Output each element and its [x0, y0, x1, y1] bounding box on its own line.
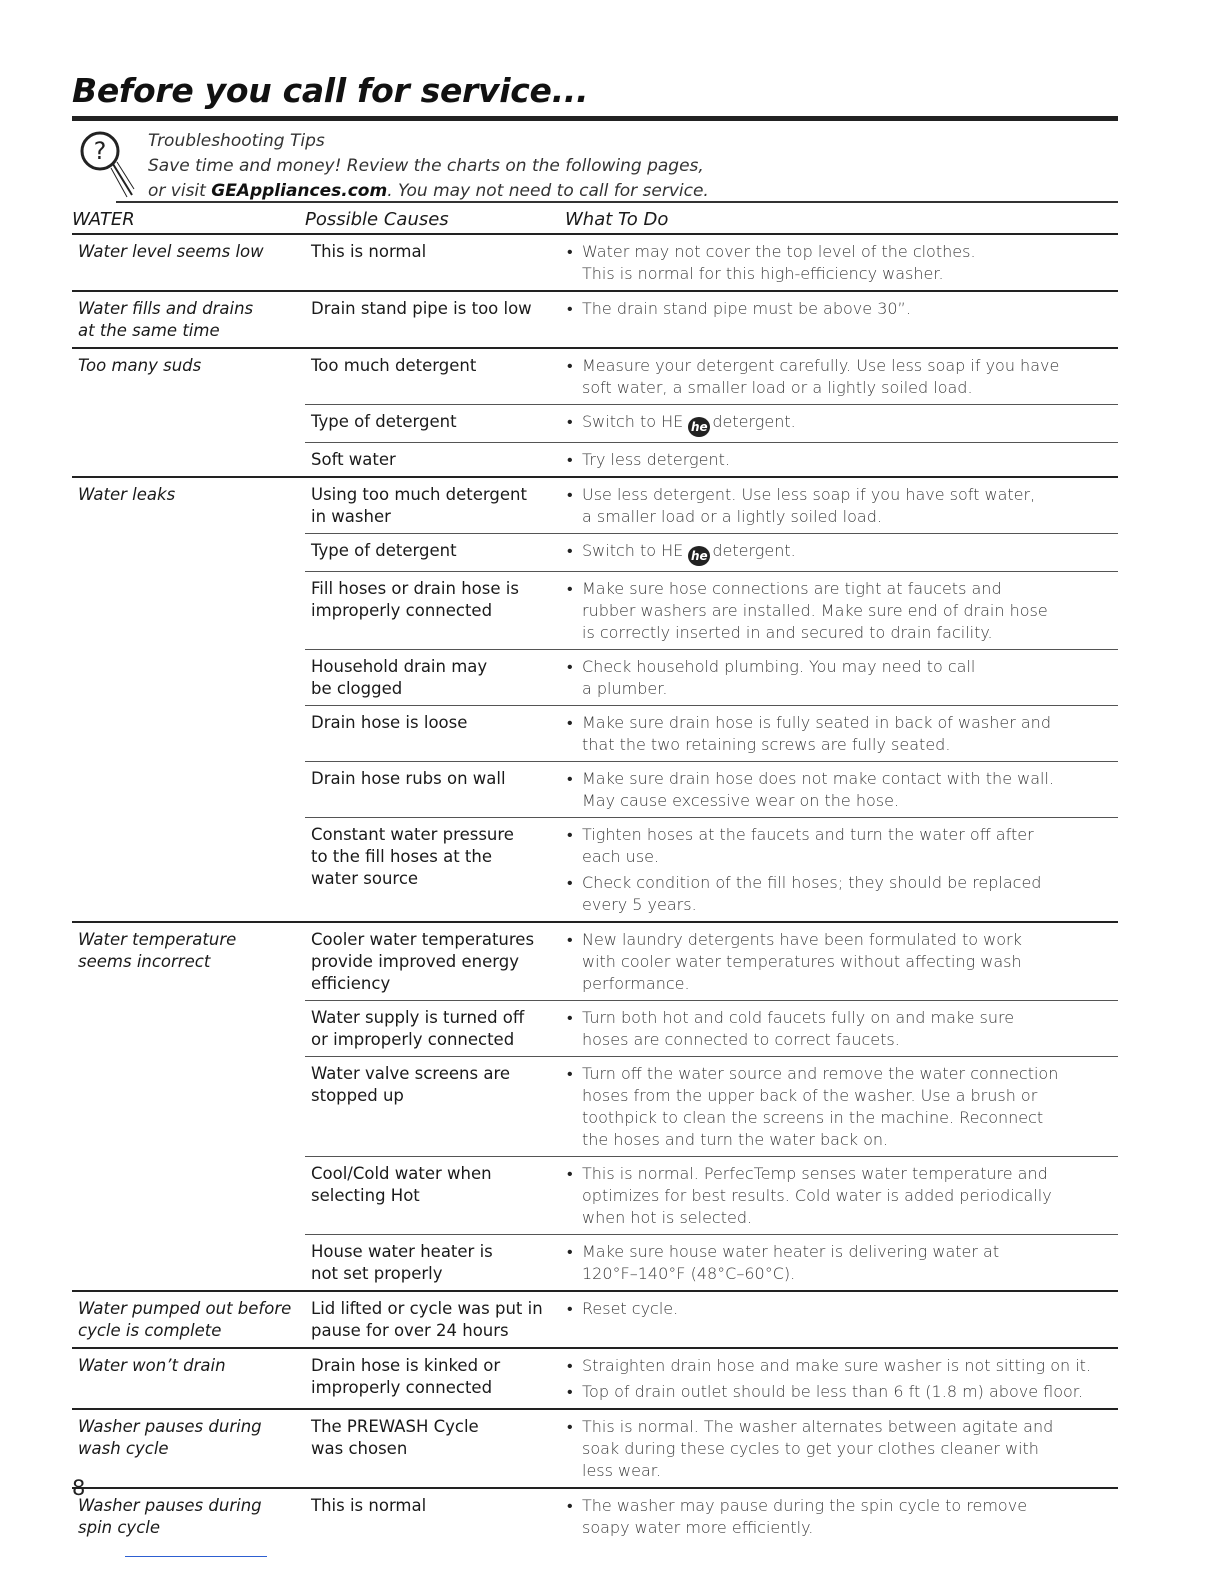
table-row [72, 291, 1118, 348]
tips-line-2-pre: or visit [148, 181, 212, 201]
table-row [72, 650, 1118, 706]
todo-list [565, 411, 1118, 437]
cause-cell: Cool/Cold water when selecting Hot [305, 1157, 565, 1235]
todo-item: • Check household plumbing. You may need to call a plumber. [565, 656, 1118, 700]
troubleshooting-table [72, 205, 1118, 1544]
todo-item: • Reset cycle. [565, 1298, 1118, 1320]
todo-list [565, 824, 1118, 916]
problem-cell: Water pumped out before cycle is complete [72, 1291, 305, 1348]
todo-text: detergent. [712, 412, 796, 431]
he-logo-icon: he [688, 546, 710, 566]
tips-rule [116, 201, 1118, 203]
todo-item: • Make sure drain hose is fully seated in back of washer and that the two retaining screws are fully seated. [565, 712, 1118, 756]
todo-item: • Make sure hose connections are tight at faucets and rubber washers are installed. Make sure end of drain hose is correctly inserted in and secured to drain facility. [565, 578, 1118, 644]
todo-cell [565, 348, 1118, 405]
table-row [72, 1291, 1118, 1348]
todo-item: • Straighten drain hose and make sure washer is not sitting on it. [565, 1355, 1118, 1377]
todo-cell [565, 922, 1118, 1001]
todo-list [565, 656, 1118, 700]
cause-cell: Lid lifted or cycle was put in pause for over 24 hours [305, 1291, 565, 1348]
todo-item [565, 411, 1118, 437]
page-title: Before you call for service... [72, 71, 589, 110]
cause-cell: This is normal [305, 1488, 565, 1544]
problem-cell: Water fills and drains at the same time [72, 291, 305, 348]
cause-cell: Soft water [305, 443, 565, 478]
header-problem: WATER [72, 205, 305, 234]
cause-cell: Constant water pressure to the fill hoses at the water source [305, 818, 565, 923]
todo-list [565, 929, 1118, 995]
table-row [72, 1057, 1118, 1157]
table-row [72, 477, 1118, 534]
problem-cell: Water won’t drain [72, 1348, 305, 1409]
tips-heading: Troubleshooting Tips [148, 131, 325, 151]
todo-cell [565, 534, 1118, 572]
table-row [72, 1488, 1118, 1544]
table-row [72, 234, 1118, 291]
todo-list [565, 298, 1118, 320]
cause-cell: House water heater is not set properly [305, 1235, 565, 1292]
cause-cell: Water supply is turned off or improperly connected [305, 1001, 565, 1057]
page [72, 70, 1118, 1544]
header-causes: Possible Causes [305, 205, 565, 234]
table-row [72, 443, 1118, 478]
problem-cell [72, 1157, 305, 1235]
todo-item: • Tighten hoses at the faucets and turn the water off after each use. [565, 824, 1118, 868]
table-row [72, 818, 1118, 923]
todo-cell [565, 477, 1118, 534]
problem-cell [72, 405, 305, 443]
todo-list [565, 1163, 1118, 1229]
cause-cell: Water valve screens are stopped up [305, 1057, 565, 1157]
todo-cell [565, 1001, 1118, 1057]
todo-list [565, 1063, 1118, 1151]
problem-cell [72, 1057, 305, 1157]
todo-list [565, 1416, 1118, 1482]
problem-cell [72, 534, 305, 572]
problem-cell [72, 443, 305, 478]
todo-item: • This is normal. The washer alternates between agitate and soak during these cycles to get your clothes cleaner with less wear. [565, 1416, 1118, 1482]
problem-cell: Water level seems low [72, 234, 305, 291]
todo-cell [565, 1157, 1118, 1235]
todo-item: • Make sure house water heater is delivering water at 120°F–140°F (48°C–60°C). [565, 1241, 1118, 1285]
tips-line-1: Save time and money! Review the charts on the following pages, [148, 156, 704, 176]
header-todo: What To Do [565, 205, 1118, 234]
todo-cell [565, 762, 1118, 818]
todo-cell [565, 818, 1118, 923]
todo-cell [565, 405, 1118, 443]
todo-cell [565, 443, 1118, 478]
geappliances-link[interactable]: GEAppliances.com [211, 181, 388, 201]
footer-link-rule [125, 1556, 267, 1557]
todo-list [565, 1241, 1118, 1285]
todo-list [565, 1298, 1118, 1320]
question-magnifier-icon [76, 127, 136, 199]
todo-item: • Measure your detergent carefully. Use less soap if you have soft water, a smaller load or a lightly soiled load. [565, 355, 1118, 399]
problem-cell [72, 1001, 305, 1057]
todo-cell [565, 572, 1118, 650]
todo-cell [565, 1488, 1118, 1544]
todo-list [565, 768, 1118, 812]
table-row [72, 762, 1118, 818]
table-row [72, 1235, 1118, 1292]
todo-cell [565, 1348, 1118, 1409]
todo-list [565, 241, 1118, 285]
todo-cell [565, 1291, 1118, 1348]
cause-cell: Fill hoses or drain hose is improperly connected [305, 572, 565, 650]
todo-cell [565, 234, 1118, 291]
todo-cell [565, 291, 1118, 348]
todo-item: • Check condition of the fill hoses; they should be replaced every 5 years. [565, 872, 1118, 916]
todo-item: • Turn both hot and cold faucets fully on and make sure hoses are connected to correct faucets. [565, 1007, 1118, 1051]
todo-list [565, 1007, 1118, 1051]
cause-cell: Drain hose is kinked or improperly connected [305, 1348, 565, 1409]
cause-cell: Drain hose is loose [305, 706, 565, 762]
cause-cell: Type of detergent [305, 534, 565, 572]
svg-text:?: ? [93, 137, 107, 165]
problem-cell [72, 762, 305, 818]
todo-item: • New laundry detergents have been formulated to work with cooler water temperatures without affecting wash performance. [565, 929, 1118, 995]
todo-list [565, 578, 1118, 644]
todo-cell [565, 706, 1118, 762]
problem-cell [72, 650, 305, 706]
todo-item: • Use less detergent. Use less soap if you have soft water, a smaller load or a lightly soiled load. [565, 484, 1118, 528]
he-logo-icon: he [688, 417, 710, 437]
todo-item [565, 540, 1118, 566]
problem-cell [72, 706, 305, 762]
table-row [72, 1001, 1118, 1057]
todo-text: detergent. [712, 541, 796, 560]
todo-text: Switch to HE [582, 412, 689, 431]
cause-cell: Using too much detergent in washer [305, 477, 565, 534]
cause-cell: Household drain may be clogged [305, 650, 565, 706]
cause-cell: Drain stand pipe is too low [305, 291, 565, 348]
todo-item: • The washer may pause during the spin cycle to remove soapy water more efficiently. [565, 1495, 1118, 1539]
todo-cell [565, 1409, 1118, 1488]
cause-cell: Type of detergent [305, 405, 565, 443]
table-header-row [72, 205, 1118, 234]
todo-item: • Try less detergent. [565, 449, 1118, 471]
problem-cell: Too many suds [72, 348, 305, 405]
table-row [72, 348, 1118, 405]
problem-cell [72, 1235, 305, 1292]
todo-item: • Water may not cover the top level of the clothes. This is normal for this high-efficiency washer. [565, 241, 1118, 285]
cause-cell: Cooler water temperatures provide improved energy efficiency [305, 922, 565, 1001]
table-row [72, 922, 1118, 1001]
page-number: 8 [72, 1476, 86, 1500]
todo-list [565, 484, 1118, 528]
cause-cell: Drain hose rubs on wall [305, 762, 565, 818]
todo-list [565, 540, 1118, 566]
table-row [72, 405, 1118, 443]
problem-cell: Washer pauses during spin cycle [72, 1488, 305, 1544]
table-row [72, 1348, 1118, 1409]
todo-list [565, 355, 1118, 399]
table-row [72, 534, 1118, 572]
todo-cell [565, 1057, 1118, 1157]
todo-text: Switch to HE [582, 541, 689, 560]
title-rule [72, 116, 1118, 121]
todo-list [565, 712, 1118, 756]
todo-list [565, 1495, 1118, 1539]
problem-cell [72, 572, 305, 650]
problem-cell: Washer pauses during wash cycle [72, 1409, 305, 1488]
todo-item: • Turn off the water source and remove the water connection hoses from the upper back of the washer. Use a brush or toothpick to clean the screens in the machine. Reconnect the hoses and turn the water back on. [565, 1063, 1118, 1151]
tips-line-2-post: . You may not need to call for service. [387, 181, 709, 201]
cause-cell: This is normal [305, 234, 565, 291]
cause-cell: Too much detergent [305, 348, 565, 405]
table-row [72, 1157, 1118, 1235]
todo-cell [565, 1235, 1118, 1292]
problem-cell: Water leaks [72, 477, 305, 534]
problem-cell [72, 818, 305, 923]
table-row [72, 572, 1118, 650]
table-row [72, 1409, 1118, 1488]
todo-list [565, 1355, 1118, 1403]
todo-item: • Top of drain outlet should be less than 6 ft (1.8 m) above floor. [565, 1381, 1118, 1403]
troubleshooting-tips [72, 123, 1118, 205]
tips-text [148, 129, 709, 204]
todo-list [565, 449, 1118, 471]
todo-item: • This is normal. PerfecTemp senses water temperature and optimizes for best results. Cold water is added periodically when hot is selected. [565, 1163, 1118, 1229]
table-row [72, 706, 1118, 762]
problem-cell: Water temperature seems incorrect [72, 922, 305, 1001]
cause-cell: The PREWASH Cycle was chosen [305, 1409, 565, 1488]
todo-cell [565, 650, 1118, 706]
todo-item: • The drain stand pipe must be above 30”. [565, 298, 1118, 320]
todo-item: • Make sure drain hose does not make contact with the wall. May cause excessive wear on the hose. [565, 768, 1118, 812]
